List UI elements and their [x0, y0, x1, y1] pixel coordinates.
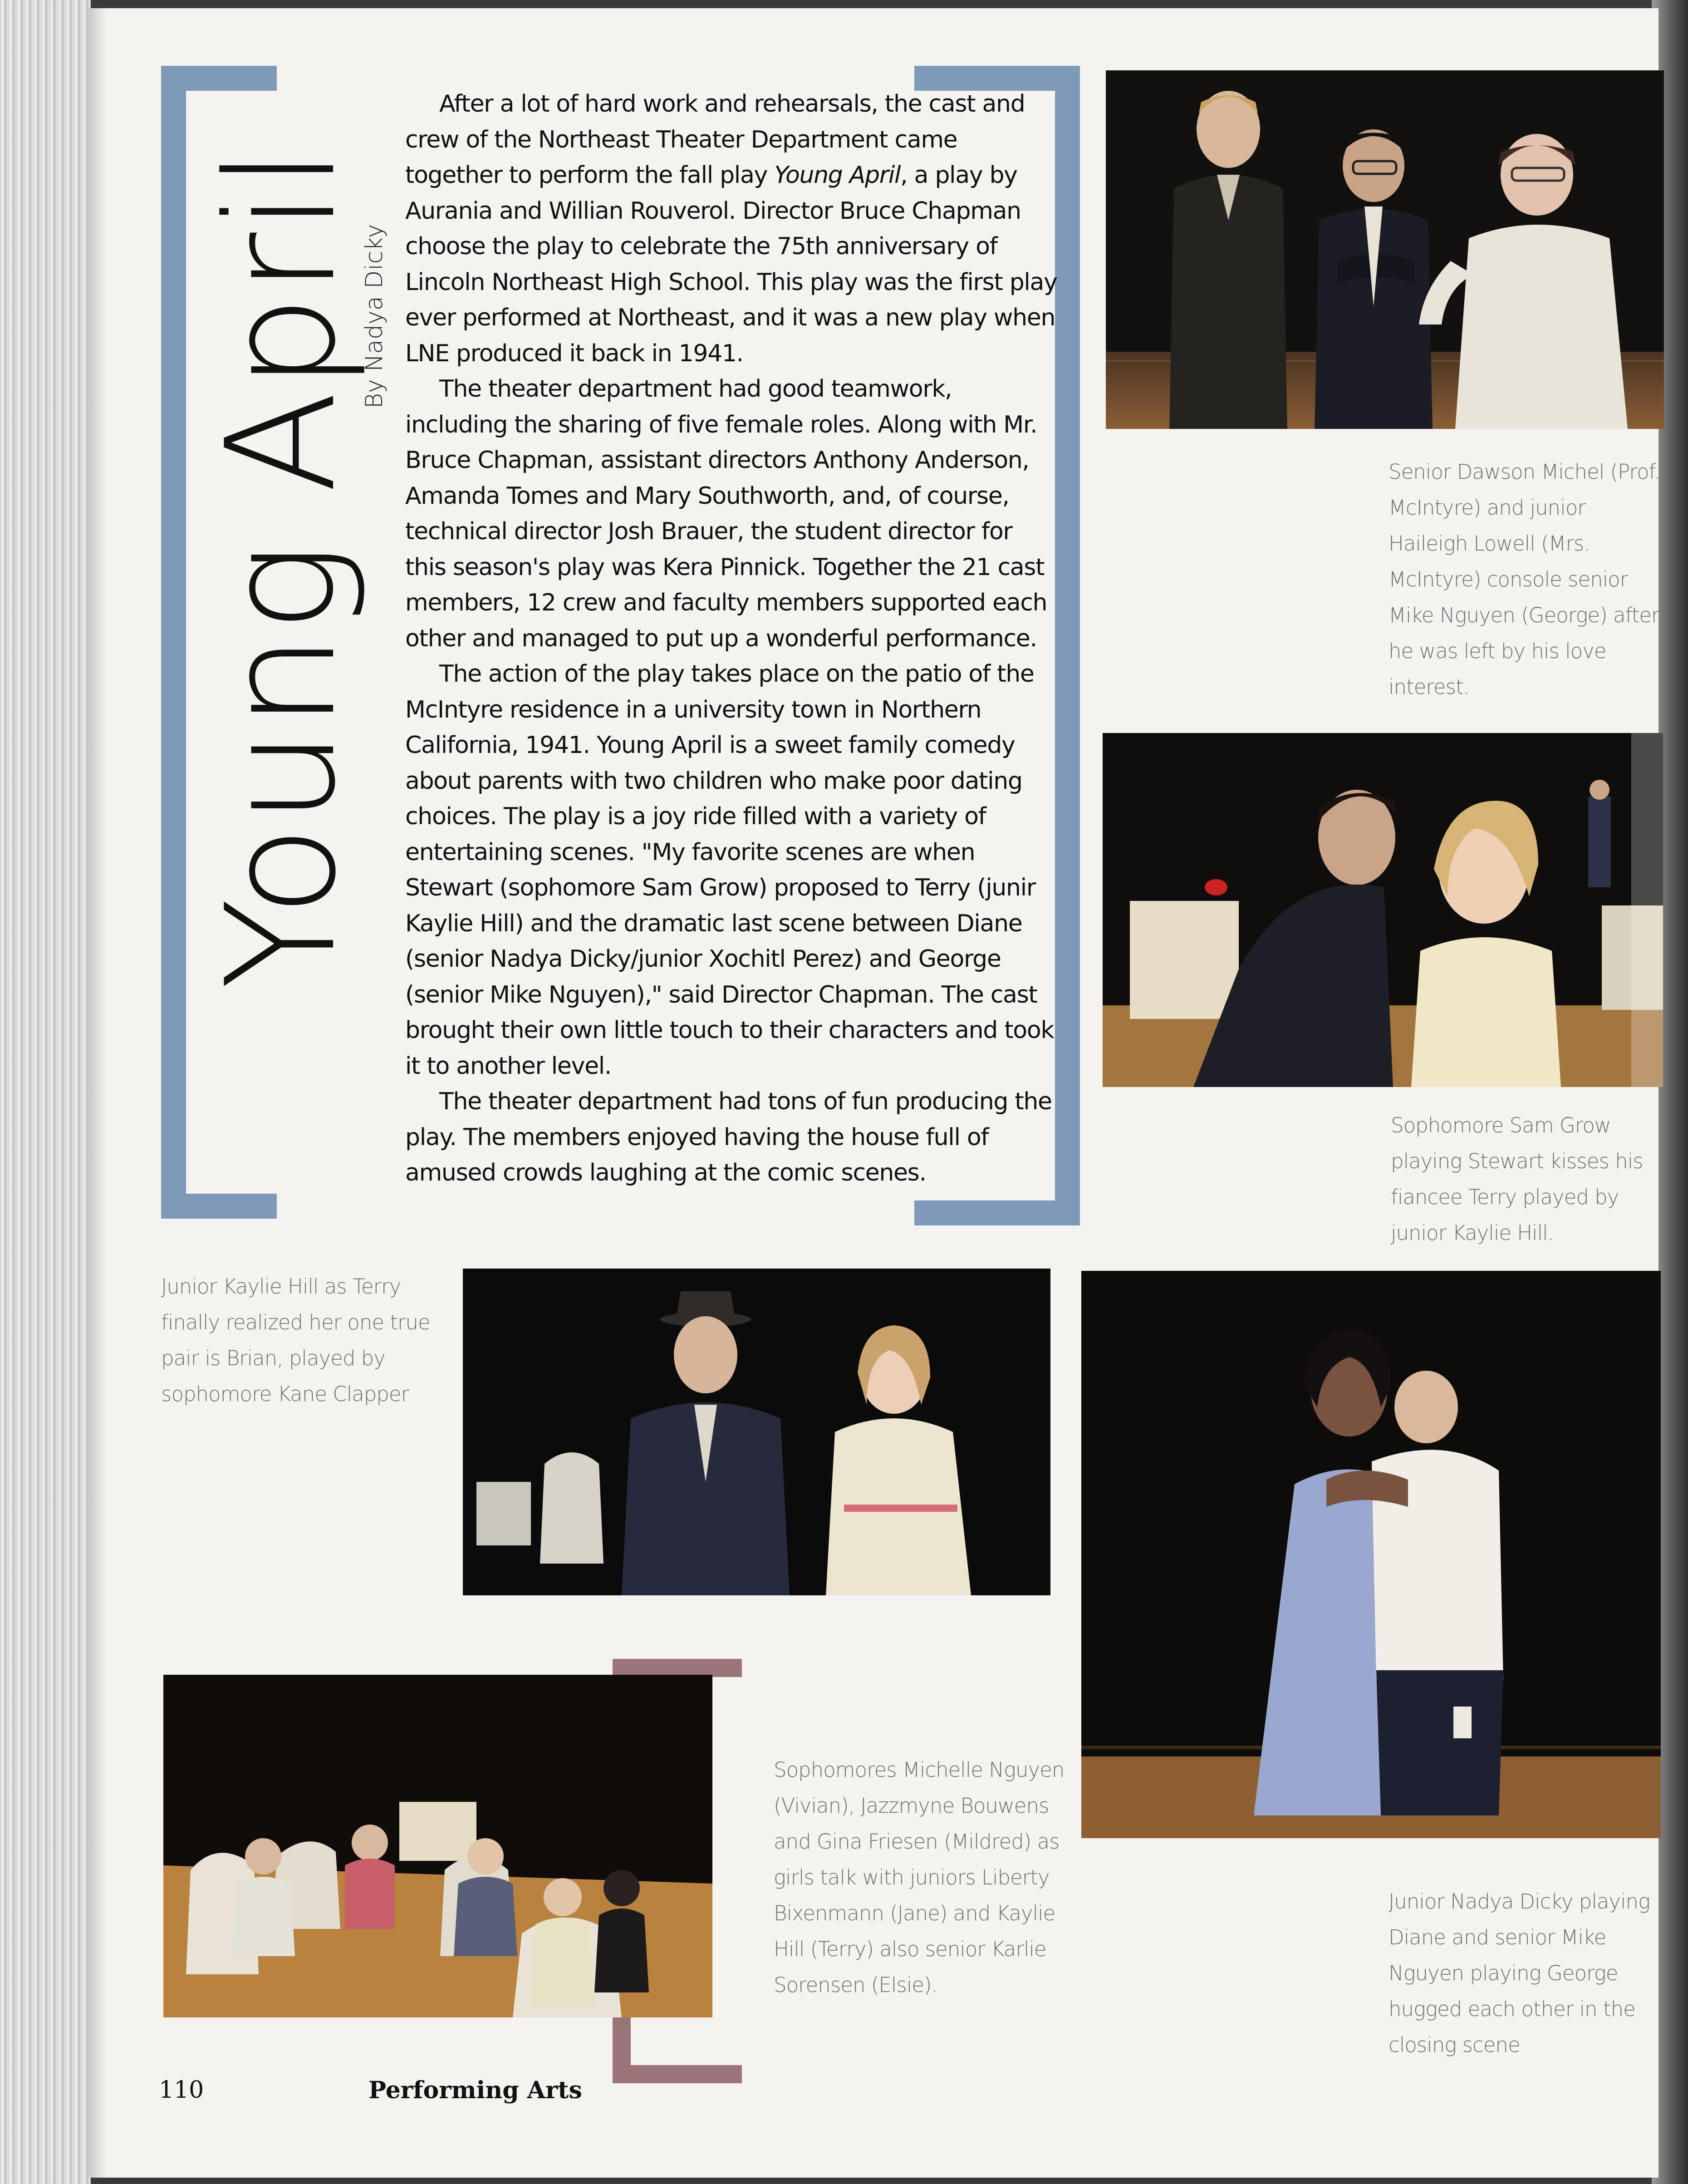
- title-container: [195, 36, 377, 989]
- article-body: [405, 86, 1059, 1191]
- article-byline: By Nadya Dicky: [361, 224, 388, 408]
- photo-kiss-scene-image: [1103, 733, 1663, 1087]
- right-bracket: [1055, 66, 1080, 1225]
- photo-console-scene-image: [1106, 70, 1664, 429]
- book-page-edges: [0, 0, 91, 2184]
- photo-girls-talk-image: [163, 1675, 712, 2017]
- photo-terry-brian: [463, 1269, 1050, 1595]
- caption-terry-brian: Junior Kaylie Hill as Terry finally realized her one true pair is Brian, played by sophomore Kane Clapper: [161, 1274, 430, 1406]
- photo-hug-scene-image: [1081, 1271, 1661, 1838]
- caption-console-scene: Senior Dawson Michel (Prof. McIntyre) and junior Haileigh Lowell (Mrs. McIntyre) console senior Mike Nguyen (George) after he was left by his love interest.: [1389, 460, 1660, 699]
- photo-kiss-scene: [1103, 733, 1663, 1087]
- left-bracket: [161, 66, 186, 1219]
- paragraph-1-part-b: , a play by Aurania and Willian Rouverol. Director Bruce Chapman choose the play to celebrate the 75th anniversary of Lincoln Northeast High School. This play was the first play ever performed at Northeast, and it was a new play when LNE produced it back in 1941.: [405, 162, 1057, 367]
- caption-girls-talk: Sophomores Michelle Nguyen (Vivian), Jazzmyne Bouwens and Gina Friesen (Mildred) as girls talk with juniors Liberty Bixenmann (Jane) and Kaylie Hill (Terry) also senior Karlie Sorensen (Elsie).: [774, 1758, 1065, 1997]
- paragraph-4: The theater department had tons of fun producing the play. The members enjoyed having the house full of amused crowds laughing at the comic scenes.: [405, 1088, 1052, 1186]
- paragraph-1: [405, 86, 1059, 371]
- paragraph-3: The action of the play takes place on the patio of the McIntyre residence in a university town in Northern California, 1941. Young April is a sweet family comedy about parents with two children who make poor dating choices. The play is a joy ride filled with a variety of entertaining scenes. "My favorite scenes are when Stewart (sophomore Sam Grow) proposed to Terry (junir Kaylie Hill) and the dramatic last scene between Diane (senior Nadya Dicky/junior Xochitl Perez) and George (senior Mike Nguyen)," said Director Chapman. The cast brought their own little touch to their characters and took it to another level.: [405, 660, 1054, 1080]
- right-bracket-bottom: [914, 1200, 1080, 1225]
- paragraph-2: The theater department had good teamwork, including the sharing of five female roles. Along with Mr. Bruce Chapman, assistant directors Anthony Anderson, Amanda Tomes and Mary Southworth, and, of course, technical director Josh Brauer, the student director for this season's play was Kera Pinnick. Together the 21 cast members, 12 crew and faculty members supported each other and managed to put up a wonderful performance.: [405, 375, 1047, 652]
- page-number: 110: [159, 2076, 204, 2104]
- photo-terry-brian-image: [463, 1269, 1050, 1595]
- photo-girls-talk: [163, 1675, 712, 2017]
- left-bracket-bottom: [161, 1194, 277, 1219]
- photo-console-scene: [1106, 70, 1664, 429]
- article-title: Young April: [194, 146, 368, 989]
- play-title-italic: Young April: [774, 162, 901, 189]
- caption-kiss-scene: Sophomore Sam Grow playing Stewart kisses his fiancee Terry played by junior Kaylie Hill.: [1391, 1113, 1643, 1245]
- caption-hug-scene: Junior Nadya Dicky playing Diane and senior Mike Nguyen playing George hugged each other in the closing scene: [1389, 1889, 1650, 2057]
- page-gutter-shadow: [88, 8, 107, 2178]
- byline-container: [361, 172, 393, 408]
- section-name: Performing Arts: [368, 2076, 582, 2104]
- photo-hug-scene: [1081, 1271, 1661, 1838]
- paragraph-1-part-a: After a lot of hard work and rehearsals, the cast and crew of the Northeast Theater Department came together to perform the fall play: [405, 90, 1025, 189]
